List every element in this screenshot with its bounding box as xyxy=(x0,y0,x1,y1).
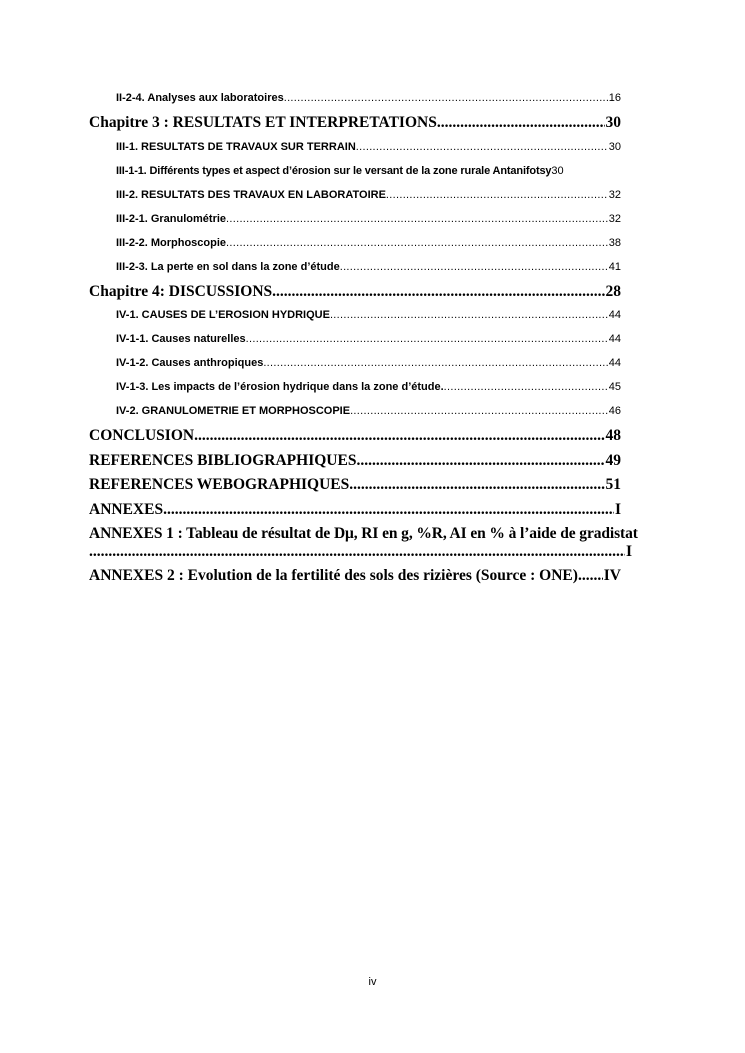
toc-entry-label: IV-1-3. Les impacts de l’érosion hydrique dans la zone d’étude. xyxy=(116,381,444,393)
toc-entry-page: 46 xyxy=(608,405,621,417)
toc-entry-page: 44 xyxy=(608,309,621,321)
toc-entry-page: 48 xyxy=(605,427,621,444)
toc-entry-label: REFERENCES WEBOGRAPHIQUES xyxy=(89,476,350,493)
toc-section-entry[interactable] xyxy=(89,501,621,526)
dot-leader xyxy=(330,307,608,323)
toc-section-entry[interactable] xyxy=(89,525,638,561)
toc-section-entry[interactable] xyxy=(89,567,621,592)
toc-entry-page: 30 xyxy=(608,140,621,153)
dot-leader xyxy=(194,427,604,445)
dot-leader xyxy=(350,403,608,419)
toc-section-entry[interactable] xyxy=(89,452,621,477)
toc-entry[interactable] xyxy=(116,307,621,331)
toc-entry[interactable] xyxy=(116,235,621,259)
dot-leader xyxy=(226,235,608,251)
toc-entry-page: 30 xyxy=(551,164,564,177)
dot-leader xyxy=(263,355,607,371)
toc-entry-label: II-2-4. Analyses aux laboratoires xyxy=(116,92,284,104)
toc-entry-page: I xyxy=(614,500,621,518)
toc-entry[interactable] xyxy=(116,139,621,163)
toc-entry-label: III-1-1. Différents types et aspect d’érosion sur le versant de la zone rurale Antanifotsy xyxy=(116,164,552,177)
toc-entry-page: IV xyxy=(603,567,621,584)
toc-entry-page: I xyxy=(625,543,632,560)
toc-entry-page: 30 xyxy=(605,114,621,131)
toc-section-entry[interactable] xyxy=(89,476,621,501)
toc-entry-label: ANNEXES 1 : Tableau de résultat de Dμ, RI en g, %R, AI en % à l’aide de gradistat xyxy=(89,525,638,542)
dot-leader xyxy=(246,331,608,347)
page-number: iv xyxy=(368,976,377,988)
toc-entry-label: IV-1. CAUSES DE L’EROSION HYDRIQUE xyxy=(116,309,330,321)
toc-entry-page: 28 xyxy=(605,282,621,300)
toc-entry[interactable] xyxy=(116,379,621,403)
dot-leader xyxy=(437,114,605,132)
toc-entry-label: ANNEXES xyxy=(89,500,164,518)
toc-section-entry[interactable] xyxy=(89,427,621,452)
toc-entry-label: IV-2. GRANULOMETRIE ET MORPHOSCOPIE xyxy=(116,405,351,417)
toc-entry-page: 49 xyxy=(605,451,621,469)
dot-leader xyxy=(163,501,614,519)
toc-entry-page: 44 xyxy=(608,333,621,345)
toc-entry-label: III-2-2. Morphoscopie xyxy=(116,236,227,249)
dot-leader xyxy=(349,476,604,494)
toc-entry-page: 32 xyxy=(608,212,621,225)
dot-leader xyxy=(356,139,608,155)
toc-entry-label: IV-1-1. Causes naturelles xyxy=(116,333,246,345)
toc-entry-label: III-2. RESULTATS DES TRAVAUX EN LABORATOIRE xyxy=(116,188,386,201)
dot-leader xyxy=(272,283,604,301)
dot-leader xyxy=(340,259,608,275)
toc-entry-label: Chapitre 4: DISCUSSIONS xyxy=(89,282,273,300)
toc-entry[interactable] xyxy=(116,331,621,355)
toc-chapter-entry[interactable] xyxy=(89,283,621,308)
toc-entry-page: 32 xyxy=(608,188,621,201)
dot-leader xyxy=(386,187,608,203)
toc-entry-label: ANNEXES 2 : Evolution de la fertilité des sols des rizières (Source : ONE) xyxy=(89,567,578,584)
dot-leader xyxy=(226,211,608,227)
toc-entry-page: 16 xyxy=(608,92,621,104)
toc-entry-label: III-1. RESULTATS DE TRAVAUX SUR TERRAIN xyxy=(116,140,356,153)
toc-entry-page: 45 xyxy=(608,381,621,393)
dot-leader xyxy=(284,90,608,106)
toc-entry[interactable] xyxy=(116,211,621,235)
dot-leader xyxy=(356,452,604,470)
table-of-contents xyxy=(89,90,638,592)
toc-entry-page: 51 xyxy=(605,476,621,493)
toc-entry-label: REFERENCES BIBLIOGRAPHIQUES xyxy=(89,451,357,469)
toc-entry[interactable] xyxy=(116,90,621,114)
dot-leader xyxy=(444,379,608,395)
dot-leader xyxy=(89,543,625,561)
toc-entry[interactable] xyxy=(116,355,621,379)
toc-entry[interactable] xyxy=(116,163,659,187)
toc-chapter-entry[interactable] xyxy=(89,114,621,139)
toc-entry[interactable] xyxy=(116,187,621,211)
toc-entry-label: III-2-1. Granulométrie xyxy=(116,212,227,225)
dot-leader xyxy=(578,567,603,585)
toc-entry-page: 41 xyxy=(608,260,621,273)
toc-entry-label: Chapitre 3 : RESULTATS ET INTERPRETATIONS xyxy=(89,114,437,131)
toc-entry-label: CONCLUSION xyxy=(89,427,195,444)
toc-entry-label: IV-1-2. Causes anthropiques xyxy=(116,357,264,369)
toc-entry[interactable] xyxy=(116,403,621,427)
toc-entry-label: III-2-3. La perte en sol dans la zone d’étude xyxy=(116,260,340,273)
toc-entry-page: 44 xyxy=(608,357,621,369)
toc-entry[interactable] xyxy=(116,259,621,283)
toc-entry-page: 38 xyxy=(608,236,621,249)
